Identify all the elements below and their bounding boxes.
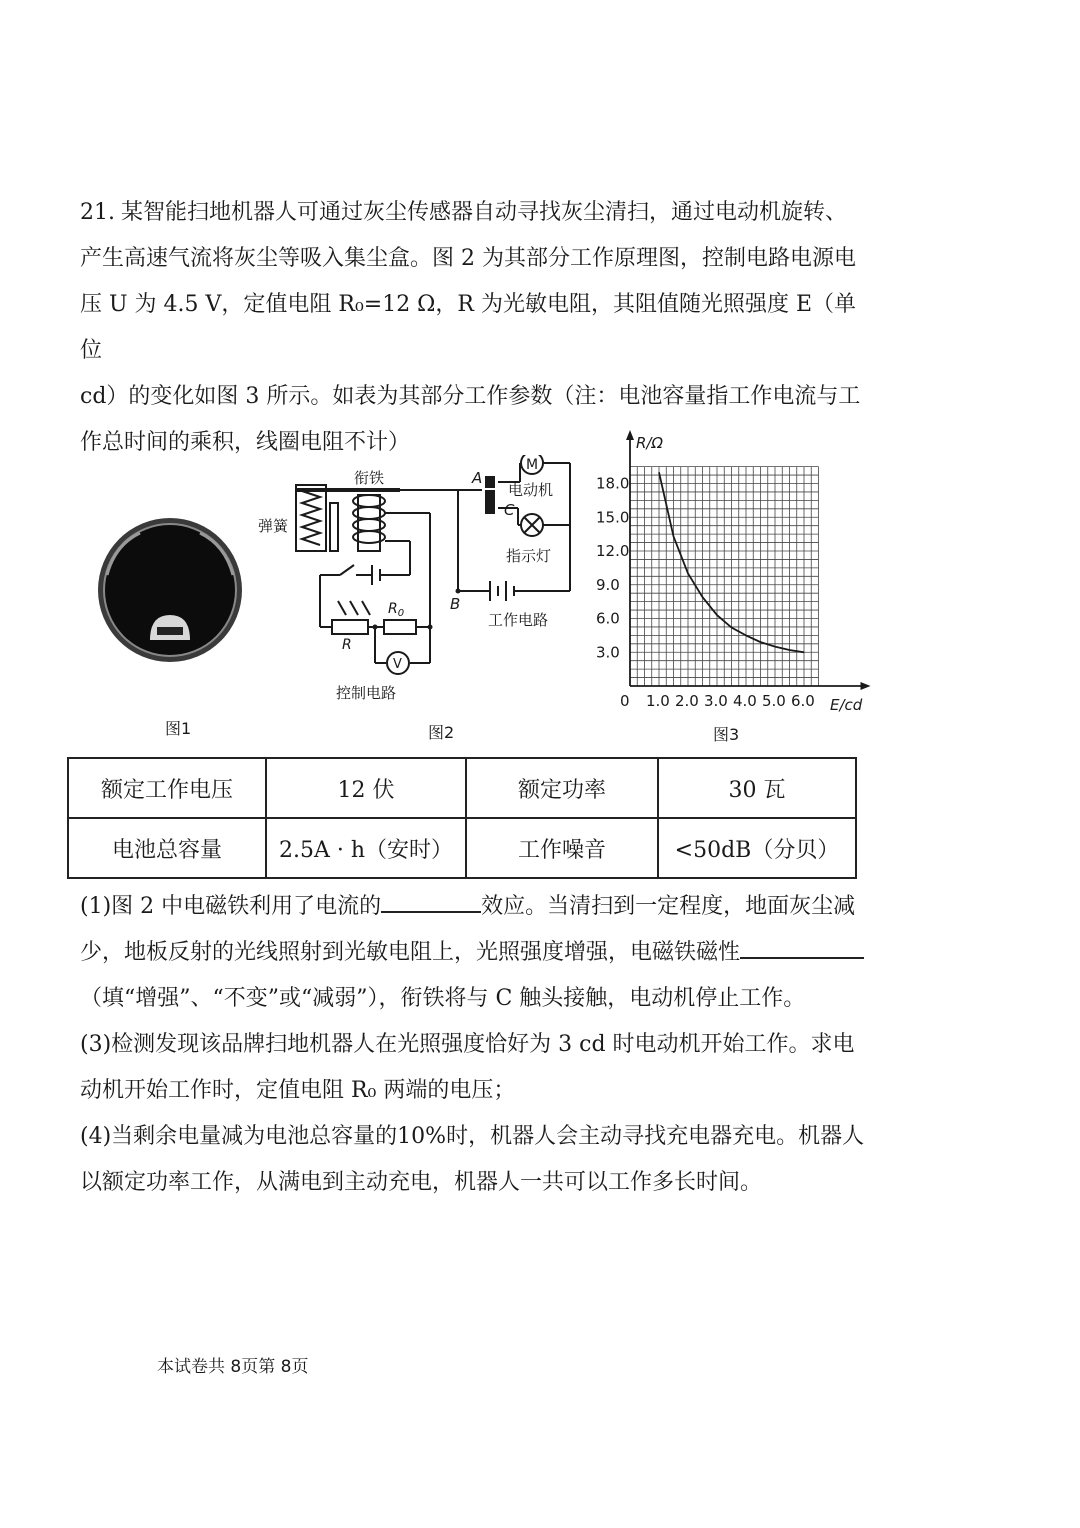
part-4-line-1: (4)当剩余电量减为电池总容量的10%时，机器人会主动寻找充电器充电。机器人 xyxy=(80,1124,865,1149)
label-point-c: C xyxy=(504,501,515,519)
table-cell: 额定功率 xyxy=(466,758,658,818)
voltmeter-symbol: V xyxy=(393,657,402,672)
label-work-circuit: 工作电路 xyxy=(488,611,549,629)
intro-line-2: 产生高速气流将灰尘等吸入集尘盒。图 2 为其部分工作原理图，控制电路电源电 xyxy=(80,246,856,271)
question-intro xyxy=(80,190,870,466)
figure-1-robot-photo xyxy=(95,515,245,665)
part-4-line-2: 以额定功率工作，从满电到主动充电，机器人一共可以工作多长时间。 xyxy=(80,1170,763,1195)
table-cell: 2.5A · h（安时） xyxy=(266,818,466,878)
page-footer: 本试卷共 8页第 8页 xyxy=(157,1357,309,1377)
intro-line-5: 作总时间的乘积，线圈电阻不计） xyxy=(80,430,411,455)
x-tick-label: 6.0 xyxy=(791,692,815,710)
figure-2-circuit xyxy=(250,455,590,710)
table-cell: 12 伏 xyxy=(266,758,466,818)
y-tick-label: 12.0 xyxy=(596,542,630,560)
y-tick-label: 6.0 xyxy=(596,609,620,628)
table-cell: 30 瓦 xyxy=(658,758,856,818)
answer-blank-1[interactable] xyxy=(381,887,481,913)
y-tick-label: 18.0 xyxy=(596,474,630,493)
table-cell: 额定工作电压 xyxy=(68,758,266,818)
table-cell: 电池总容量 xyxy=(68,818,266,878)
table-cell: 工作噪音 xyxy=(466,818,658,878)
figure-3-chart xyxy=(590,428,875,720)
intro-line-1: 21. 某智能扫地机器人可通过灰尘传感器自动寻找灰尘清扫，通过电动机旋转、 xyxy=(80,200,848,225)
label-armature: 衔铁 xyxy=(354,469,385,487)
label-control-circuit: 控制电路 xyxy=(336,684,397,702)
part-1-line-1: (1)图 2 中电磁铁利用了电流的 效应。当清扫到一定程度，地面灰尘减 xyxy=(80,884,870,930)
question-number: 21. xyxy=(80,200,115,225)
label-point-a: A xyxy=(472,469,483,487)
table-row xyxy=(68,818,856,878)
x-tick-label: 3.0 xyxy=(704,692,728,710)
y-axis-arrow xyxy=(626,430,634,440)
chart-x-label: E/cd xyxy=(830,696,863,714)
figure-2-caption: 图2 xyxy=(428,723,455,742)
x-tick-label: 5.0 xyxy=(762,692,786,710)
y-tick-label: 3.0 xyxy=(596,643,620,662)
label-resistor-r0: $R_0$ xyxy=(388,601,405,619)
intro-line-3: 压 U 为 4.5 V，定值电阻 R₀=12 Ω，R 为光敏电阻，其阻值随光照强度 E（单位 xyxy=(80,292,857,363)
table-row xyxy=(68,758,856,818)
chart-y-label: R/Ω xyxy=(636,434,663,452)
x-tick-label: 1.0 xyxy=(646,692,670,710)
y-tick-label: 15.0 xyxy=(596,508,630,527)
label-spring: 弹簧 xyxy=(258,517,289,535)
figure-1-caption: 图1 xyxy=(165,719,192,738)
y-tick-label: 9.0 xyxy=(596,575,620,594)
label-motor: 电动机 xyxy=(508,481,554,499)
x-tick-label: 2.0 xyxy=(675,692,699,710)
x-tick-label: 0 xyxy=(620,692,630,710)
chart-axes xyxy=(626,430,871,690)
part-1-line-3: （填“增强”、“不变”或“减弱”），衔铁将与 C 触头接触，电动机停止工作。 xyxy=(80,986,806,1011)
part-3-line-2: 动机开始工作时，定值电阻 R₀ 两端的电压； xyxy=(80,1078,516,1103)
intro-line-4: cd）的变化如图 3 所示。如表为其部分工作参数（注：电池容量指工作电流与工 xyxy=(80,384,861,409)
x-axis-arrow xyxy=(861,682,871,690)
part-1-line-2: 少，地板反射的光线照射到光敏电阻上，光照强度增强，电磁铁磁性 xyxy=(80,930,870,976)
part-3-line-1: (3)检测发现该品牌扫地机器人在光照强度恰好为 3 cd 时电动机开始工作。求电 xyxy=(80,1032,855,1057)
label-resistor-r: R xyxy=(342,637,352,653)
figure-3-caption: 图3 xyxy=(713,725,740,744)
x-tick-label: 4.0 xyxy=(733,692,757,710)
label-point-b: B xyxy=(450,595,461,613)
chart-grid xyxy=(630,467,819,686)
motor-symbol: M xyxy=(526,457,539,473)
answer-blank-2[interactable] xyxy=(740,933,864,959)
parameter-table xyxy=(67,757,857,879)
table-cell: <50dB（分贝） xyxy=(658,818,856,878)
label-indicator: 指示灯 xyxy=(506,547,552,565)
sub-questions xyxy=(80,884,870,1206)
